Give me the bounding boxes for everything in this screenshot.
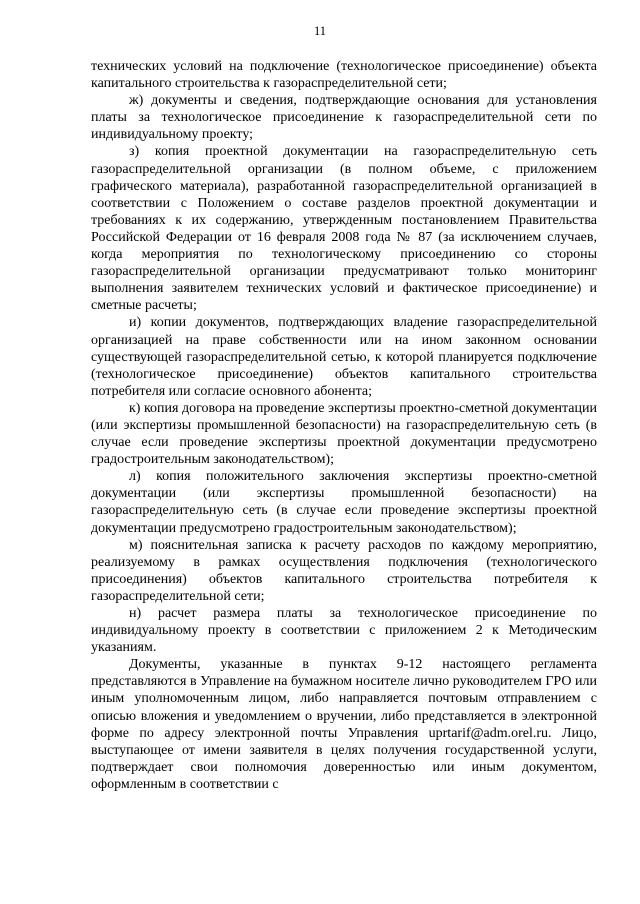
- paragraph-continuation: технических условий на подключение (технологическое присоединение) объекта капитального строительства к газораспределительной сети;: [91, 59, 597, 92]
- paragraph-submission: Документы, указанные в пунктах 9-12 настоящего регламента представляются в Управление на бумажном носителе лично руководителем ГРО или иным уполномоченным лицом, либо направляется почтовым отправлением с описью вложения и уведомлением о вручении, либо представляется в электронной форме по адресу электронной почты Управления uprtarif@adm.orel.ru. Лицо, выступающее от имени заявителя в целях получения государственной услуги, подтверждает свои полномочия доверенностью или иным документом, оформленным в соответствии с: [91, 657, 597, 792]
- page-number: 11: [313, 24, 327, 38]
- paragraph-item-z: з) копия проектной документации на газораспределительную сеть газораспределительной организации (в полном объеме, с приложением графического материала), разработанной газораспределительной организацией в соответствии с Положением о составе разделов проектной документации и требованиях к их содержанию, утвержденным постановлением Правительства Российской Федерации от 16 февраля 2008 года № 87 (за исключением случаев, когда мероприятия по технологическому присоединению со стороны газораспределительной организации предусматривают только мониторинг выполнения заявителем технических условий и фактическое присоединение) и сметные расчеты;: [91, 144, 597, 314]
- paragraph-item-m: м) пояснительная записка к расчету расходов по каждому мероприятию, реализуемому в рамках осуществления подключения (технологического присоединения) объектов капитального строительства потребителя к газораспределительной сети;: [91, 537, 597, 604]
- document-body: [91, 58, 597, 793]
- paragraph-item-k: к) копия договора на проведение экспертизы проектно-сметной документации (или экспертизы промышленной безопасности) на газораспределительную сеть (в случае если проведение экспертизы проектной документации предусмотрено градостроительным законодательством);: [91, 400, 598, 468]
- paragraph-item-i: и) копии документов, подтверждающих владение газораспределительной организацией на праве собственности или на ином законном основании существующей газораспределительной сетью, к которой планируется подключение (технологическое присоединение) объектов капитального строительства потребителя или согласие основного абонента;: [91, 315, 597, 399]
- paragraph-item-l: л) копия положительного заключения экспертизы проектно-сметной документации (или экспертизы промышленной безопасности) на газораспределительную сеть (в случае если проведение экспертизы проектной документации предусмотрено градостроительным законодательством);: [91, 469, 597, 536]
- paragraph-item-zh: ж) документы и сведения, подтверждающие основания для установления платы за технологическое присоединение к газораспределительной сети по индивидуальному проекту;: [91, 93, 597, 143]
- paragraph-item-n: н) расчет размера платы за технологическое присоединение по индивидуальному проекту в соответствии с приложением 2 к Методическим указаниям.: [91, 606, 597, 656]
